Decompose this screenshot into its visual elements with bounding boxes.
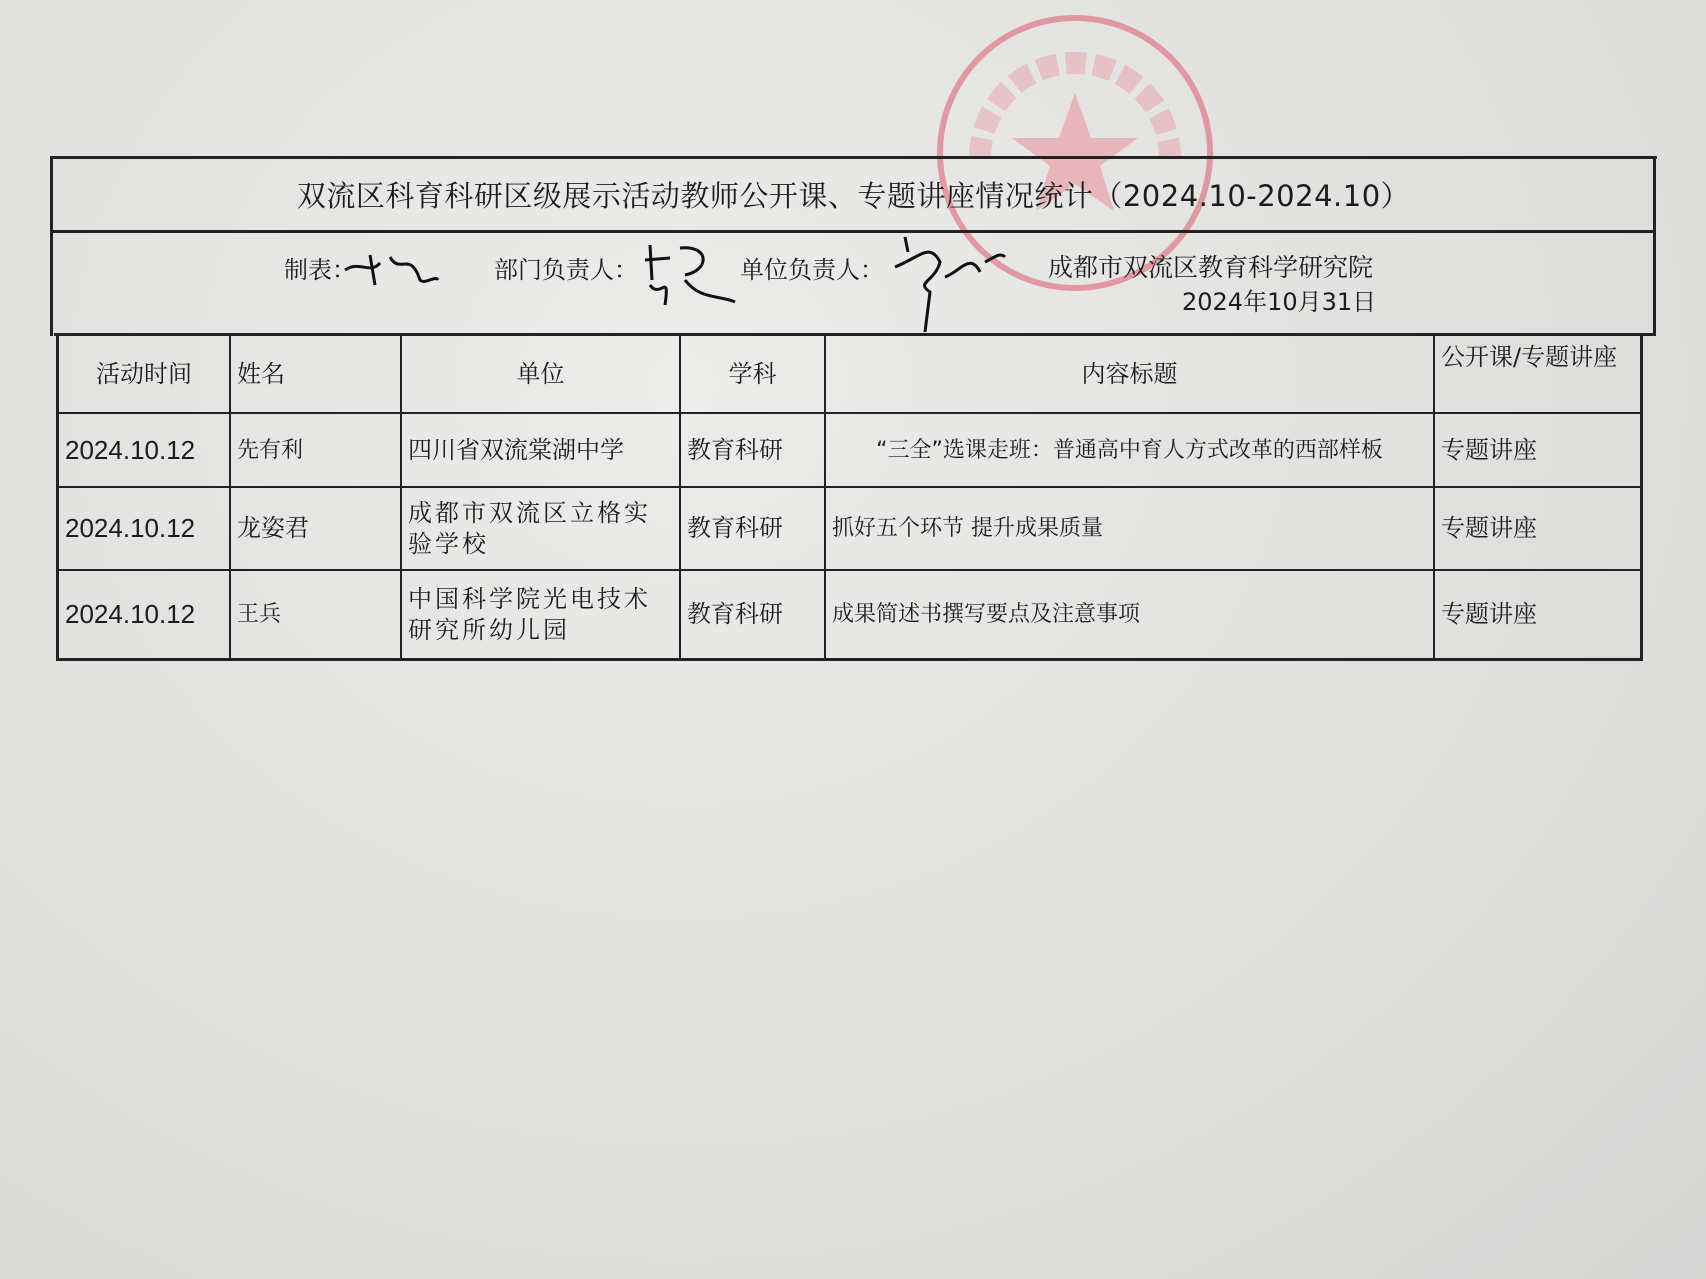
document-date: 2024年10月31日: [1182, 288, 1377, 316]
department-head-signature: [640, 240, 740, 310]
header-content-title: 内容标题: [1081, 359, 1178, 388]
cell-content-title: “三全”选课走班：普通高中育人方式改革的西部样板: [876, 437, 1383, 463]
cell-time: 2024.10.12: [65, 599, 196, 629]
cell-type: 专题讲座: [1441, 600, 1537, 628]
cell-name: 先有利: [237, 437, 304, 463]
cell-unit: 中国科学院光电技术研究所幼儿园: [408, 584, 651, 644]
cell-unit: 成都市双流区立格实验学校: [408, 498, 651, 558]
header-type: 公开课/专题讲座: [1441, 343, 1618, 371]
header-time: 活动时间: [96, 359, 192, 388]
prepared-by-signature: [340, 245, 440, 295]
prepared-by-label: 制表：: [284, 256, 356, 284]
header-subject: 学科: [728, 359, 777, 388]
cell-time: 2024.10.12: [65, 434, 196, 465]
cell-subject: 教育科研: [687, 600, 783, 628]
cell-content-title: 成果简述书撰写要点及注意事项: [832, 602, 1141, 627]
department-head-label: 部门负责人：: [494, 256, 638, 284]
unit-head-signature: [890, 232, 1010, 332]
cell-subject: 教育科研: [687, 514, 783, 542]
cell-name: 王兵: [237, 602, 282, 627]
institution-name: 成都市双流区教育科学研究院: [1048, 253, 1374, 282]
table-border: [1640, 334, 1643, 661]
header-unit: 单位: [516, 359, 565, 388]
table-border: [59, 658, 1641, 661]
cell-content-title: 抓好五个环节 提升成果质量: [832, 516, 1103, 541]
cell-unit: 四川省双流棠湖中学: [408, 435, 624, 464]
table-border: [52, 230, 1655, 233]
document-title: 双流区科育科研区级展示活动教师公开课、专题讲座情况统计（2024.10-2024.10）: [296, 178, 1411, 213]
cell-type: 专题讲座: [1441, 514, 1537, 542]
header-name: 姓名: [237, 359, 285, 388]
cell-type: 专题讲座: [1441, 435, 1537, 464]
cell-time: 2024.10.12: [65, 513, 196, 543]
cell-subject: 教育科研: [687, 435, 783, 464]
unit-head-label: 单位负责人：: [740, 256, 884, 284]
cell-name: 龙姿君: [237, 514, 309, 542]
